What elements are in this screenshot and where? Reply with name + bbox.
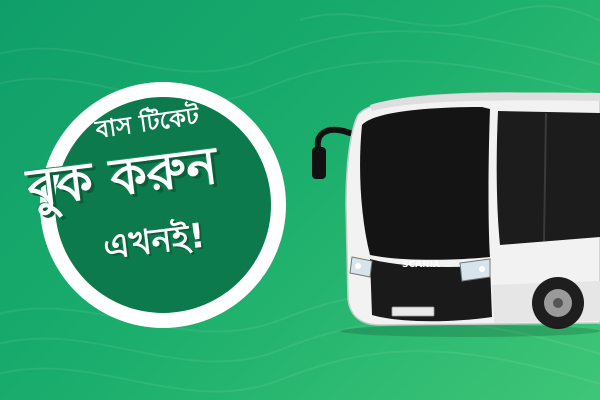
bus-illustration bbox=[310, 85, 600, 345]
headline-line-3: এখনই! bbox=[101, 215, 208, 268]
headline-line-2: বুক করুন bbox=[24, 135, 221, 219]
bus-brand-label: SCANIA bbox=[402, 260, 440, 270]
headline-line-1: বাস টিকেট bbox=[93, 101, 201, 144]
